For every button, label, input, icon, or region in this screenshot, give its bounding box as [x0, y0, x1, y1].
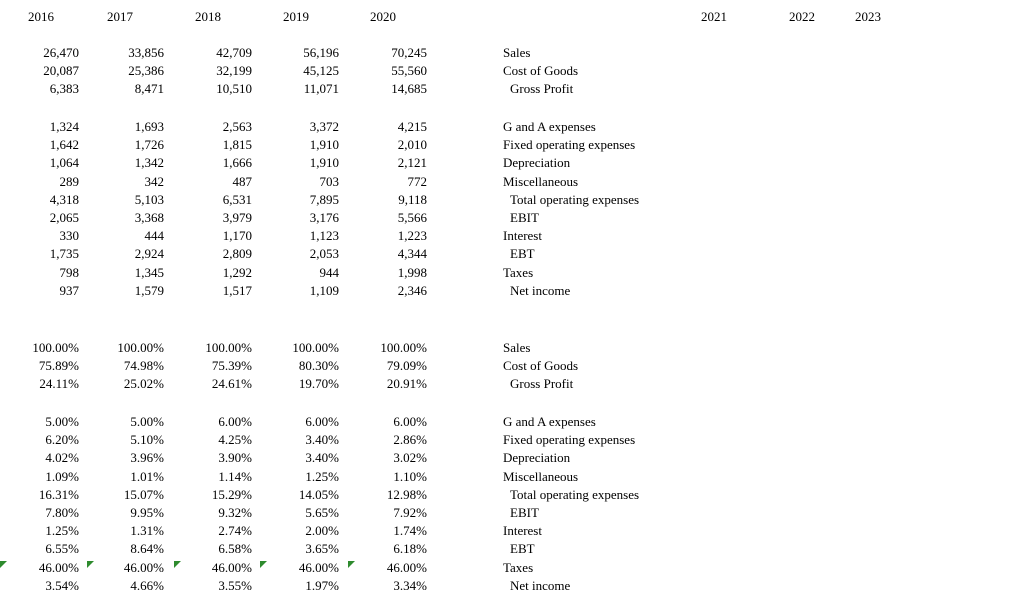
cell[interactable]: 487: [232, 173, 252, 189]
pct-b-column-2016: [0, 413, 79, 595]
cell[interactable]: 3.65%: [305, 541, 339, 557]
percent-row-labels: [503, 413, 639, 595]
cell[interactable]: 46.00%: [298, 559, 339, 575]
row-label[interactable]: Cost of Goods: [503, 63, 579, 79]
row-label[interactable]: Total operating expenses: [510, 486, 640, 502]
row-label[interactable]: G and A expenses: [503, 414, 596, 429]
cell[interactable]: 1,292: [222, 264, 252, 280]
cell[interactable]: 1,324: [49, 119, 79, 134]
cell[interactable]: 15.29%: [211, 486, 252, 502]
cell[interactable]: 9.95%: [130, 504, 164, 520]
cell[interactable]: 46.00%: [38, 559, 79, 575]
row-label[interactable]: EBT: [510, 541, 535, 557]
cell[interactable]: 1.97%: [305, 577, 339, 593]
cell[interactable]: 33,856: [128, 45, 164, 60]
cell[interactable]: 3.55%: [218, 577, 252, 593]
row-label[interactable]: Depreciation: [503, 450, 571, 466]
cell[interactable]: 1.31%: [130, 523, 164, 539]
row-label[interactable]: Cost of Goods: [503, 358, 579, 374]
cell[interactable]: 444: [144, 228, 164, 244]
cell[interactable]: 25.02%: [123, 376, 164, 392]
cell[interactable]: 19.70%: [298, 376, 339, 392]
amount-row-labels: [503, 44, 578, 99]
cell[interactable]: 55,560: [391, 63, 427, 79]
cell[interactable]: 1,064: [49, 155, 79, 171]
cell[interactable]: 1,223: [397, 228, 427, 244]
error-indicator-icon[interactable]: [174, 561, 181, 568]
row-label[interactable]: EBT: [510, 246, 535, 262]
year-header-2021[interactable]: 2021: [701, 9, 727, 24]
cell[interactable]: 1.14%: [218, 468, 252, 484]
cell[interactable]: 2,065: [49, 209, 79, 225]
year-header-2022[interactable]: 2022: [789, 9, 815, 24]
row-label[interactable]: Fixed operating expenses: [503, 137, 636, 153]
cell[interactable]: 2.74%: [218, 523, 252, 539]
cell[interactable]: 3,176: [309, 209, 339, 225]
row-label[interactable]: G and A expenses: [503, 119, 596, 134]
pct-b-column-2020: [347, 413, 427, 595]
cell[interactable]: 3.34%: [393, 577, 427, 593]
row-label[interactable]: Taxes: [503, 559, 534, 575]
amount-row-labels: [503, 118, 639, 300]
cell[interactable]: 2,010: [397, 137, 427, 153]
cell[interactable]: 6.00%: [393, 414, 427, 429]
year-header-2017[interactable]: 2017: [107, 9, 133, 24]
year-header-2019[interactable]: 2019: [283, 9, 309, 24]
cell[interactable]: 7.92%: [393, 504, 427, 520]
cell[interactable]: 45,125: [303, 63, 339, 79]
pct-a-column-2016: [0, 339, 79, 394]
cell[interactable]: 1,517: [222, 282, 252, 298]
abs-a-column-2017: [84, 44, 164, 99]
abs-a-column-2016: [0, 44, 79, 99]
cell[interactable]: 79.09%: [386, 358, 427, 374]
cell[interactable]: 14,685: [391, 81, 427, 97]
cell[interactable]: 2.86%: [393, 432, 427, 448]
cell[interactable]: 1,666: [222, 155, 252, 171]
cell[interactable]: 5,103: [134, 191, 164, 207]
cell[interactable]: 3.54%: [45, 577, 79, 593]
row-label[interactable]: Gross Profit: [510, 376, 574, 392]
cell[interactable]: 1.74%: [393, 523, 427, 539]
cell[interactable]: 2,053: [309, 246, 339, 262]
cell[interactable]: 56,196: [303, 45, 339, 60]
cell[interactable]: 5.00%: [130, 414, 164, 429]
cell[interactable]: 6.18%: [393, 541, 427, 557]
cell[interactable]: 1,642: [49, 137, 79, 153]
cell[interactable]: 26,470: [43, 45, 79, 60]
percent-row-labels: [503, 339, 578, 394]
cell[interactable]: 2,809: [222, 246, 252, 262]
cell[interactable]: 2.00%: [305, 523, 339, 539]
cell[interactable]: 4.02%: [45, 450, 79, 466]
cell[interactable]: 1.09%: [45, 468, 79, 484]
cell[interactable]: 1,735: [49, 246, 79, 262]
cell[interactable]: 1,579: [134, 282, 164, 298]
cell[interactable]: 24.11%: [39, 376, 79, 392]
cell[interactable]: 1.01%: [130, 468, 164, 484]
cell[interactable]: 1.25%: [45, 523, 79, 539]
cell[interactable]: 100.00%: [32, 340, 79, 355]
row-label[interactable]: Sales: [503, 45, 531, 60]
cell[interactable]: 70,245: [391, 45, 427, 60]
error-indicator-icon[interactable]: [260, 561, 267, 568]
cell[interactable]: 42,709: [216, 45, 252, 60]
cell[interactable]: 11,071: [303, 81, 339, 97]
cell[interactable]: 3.40%: [305, 450, 339, 466]
cell[interactable]: 100.00%: [117, 340, 164, 355]
cell[interactable]: 9,118: [398, 191, 427, 207]
abs-b-column-2019: [259, 118, 339, 300]
abs-b-column-2017: [84, 118, 164, 300]
cell[interactable]: 20.91%: [386, 376, 427, 392]
cell[interactable]: 80.30%: [298, 358, 339, 374]
cell[interactable]: 6,383: [49, 81, 79, 97]
cell[interactable]: 100.00%: [380, 340, 427, 355]
cell[interactable]: 74.98%: [123, 358, 164, 374]
cell[interactable]: 944: [319, 264, 339, 280]
row-label[interactable]: Interest: [503, 523, 542, 539]
row-label[interactable]: Miscellaneous: [503, 173, 579, 189]
abs-a-column-2018: [172, 44, 252, 99]
row-label[interactable]: Sales: [503, 340, 531, 355]
cell[interactable]: 1,345: [134, 264, 164, 280]
cell[interactable]: 330: [59, 228, 79, 244]
cell[interactable]: 2,346: [397, 282, 427, 298]
row-label[interactable]: Total operating expenses: [510, 191, 640, 207]
pct-a-column-2019: [259, 339, 339, 394]
cell[interactable]: 7.80%: [45, 504, 79, 520]
cell[interactable]: 6,531: [222, 191, 252, 207]
cell[interactable]: 6.20%: [45, 432, 79, 448]
cell[interactable]: 5.65%: [305, 504, 339, 520]
cell[interactable]: 46.00%: [123, 559, 164, 575]
row-label[interactable]: Net income: [510, 282, 571, 298]
cell[interactable]: 3,372: [309, 119, 339, 134]
row-label[interactable]: EBIT: [510, 504, 539, 520]
cell[interactable]: 6.00%: [218, 414, 252, 429]
cell[interactable]: 20,087: [43, 63, 79, 79]
pct-b-column-2017: [84, 413, 164, 595]
cell[interactable]: 3.96%: [130, 450, 164, 466]
abs-b-column-2018: [172, 118, 252, 300]
cell[interactable]: 3,368: [134, 209, 164, 225]
cell[interactable]: 798: [59, 264, 79, 280]
cell[interactable]: 289: [59, 173, 79, 189]
cell[interactable]: 1,815: [222, 137, 252, 153]
cell[interactable]: 2,563: [222, 119, 252, 134]
abs-b-column-2016: [0, 118, 79, 300]
year-header-2016[interactable]: 2016: [28, 9, 54, 24]
cell[interactable]: 7,895: [309, 191, 339, 207]
cell[interactable]: 32,199: [216, 63, 252, 79]
pct-a-column-2020: [347, 339, 427, 394]
pct-b-column-2018: [172, 413, 252, 595]
row-label[interactable]: Interest: [503, 228, 542, 244]
year-header-2023[interactable]: 2023: [855, 9, 881, 24]
pct-b-column-2019: [259, 413, 339, 595]
cell[interactable]: 4,318: [49, 191, 79, 207]
abs-a-column-2020: [347, 44, 427, 99]
row-label[interactable]: Miscellaneous: [503, 468, 579, 484]
cell[interactable]: 75.39%: [211, 358, 252, 374]
row-label[interactable]: Net income: [510, 577, 571, 593]
cell[interactable]: 1,910: [309, 155, 339, 171]
cell[interactable]: 1,109: [309, 282, 339, 298]
cell[interactable]: 3.02%: [393, 450, 427, 466]
cell[interactable]: 3.90%: [218, 450, 252, 466]
cell[interactable]: 4,215: [397, 119, 427, 134]
row-label[interactable]: Gross Profit: [510, 81, 574, 97]
cell[interactable]: 9.32%: [218, 504, 252, 520]
year-header-2020[interactable]: 2020: [370, 9, 396, 24]
error-indicator-icon[interactable]: [348, 561, 355, 568]
cell[interactable]: 1,910: [309, 137, 339, 153]
cell[interactable]: 1,170: [222, 228, 252, 244]
cell[interactable]: 8.64%: [130, 541, 164, 557]
cell[interactable]: 5,566: [397, 209, 427, 225]
abs-a-column-2019: [259, 44, 339, 99]
cell[interactable]: 772: [407, 173, 427, 189]
cell[interactable]: 100.00%: [292, 340, 339, 355]
cell[interactable]: 46.00%: [211, 559, 252, 575]
cell[interactable]: 2,924: [134, 246, 164, 262]
cell[interactable]: 1.10%: [393, 468, 427, 484]
cell[interactable]: 100.00%: [205, 340, 252, 355]
row-label[interactable]: Taxes: [503, 264, 534, 280]
cell[interactable]: 6.58%: [218, 541, 252, 557]
cell[interactable]: 5.10%: [130, 432, 164, 448]
row-label[interactable]: Depreciation: [503, 155, 571, 171]
cell[interactable]: 937: [59, 282, 79, 298]
cell[interactable]: 16.31%: [38, 486, 79, 502]
cell[interactable]: 3.40%: [305, 432, 339, 448]
row-label[interactable]: EBIT: [510, 209, 539, 225]
error-indicator-icon[interactable]: [0, 561, 7, 568]
cell[interactable]: 2,121: [397, 155, 427, 171]
cell[interactable]: 25,386: [128, 63, 164, 79]
cell[interactable]: 6.55%: [45, 541, 79, 557]
row-label[interactable]: Fixed operating expenses: [503, 432, 636, 448]
cell[interactable]: 703: [319, 173, 339, 189]
cell[interactable]: 14.05%: [298, 486, 339, 502]
cell[interactable]: 4,344: [397, 246, 427, 262]
cell[interactable]: 1,123: [309, 228, 339, 244]
pct-a-column-2017: [84, 339, 164, 394]
cell[interactable]: 5.00%: [45, 414, 79, 429]
cell[interactable]: 1,342: [134, 155, 164, 171]
cell[interactable]: 4.66%: [130, 577, 164, 593]
cell[interactable]: 4.25%: [218, 432, 252, 448]
cell[interactable]: 10,510: [216, 81, 252, 97]
cell[interactable]: 1,998: [397, 264, 427, 280]
cell[interactable]: 342: [144, 173, 164, 189]
cell[interactable]: 12.98%: [386, 486, 427, 502]
cell[interactable]: 1,693: [134, 119, 164, 134]
abs-b-column-2020: [347, 118, 427, 300]
year-header-2018[interactable]: 2018: [195, 9, 221, 24]
cell[interactable]: 8,471: [134, 81, 164, 97]
pct-a-column-2018: [172, 339, 252, 394]
cell[interactable]: 6.00%: [305, 414, 339, 429]
cell[interactable]: 1.25%: [305, 468, 339, 484]
cell[interactable]: 15.07%: [123, 486, 164, 502]
cell[interactable]: 1,726: [134, 137, 164, 153]
cell[interactable]: 46.00%: [386, 559, 427, 575]
cell[interactable]: 24.61%: [211, 376, 252, 392]
error-indicator-icon[interactable]: [87, 561, 94, 568]
cell[interactable]: 3,979: [222, 209, 252, 225]
cell[interactable]: 75.89%: [38, 358, 79, 374]
